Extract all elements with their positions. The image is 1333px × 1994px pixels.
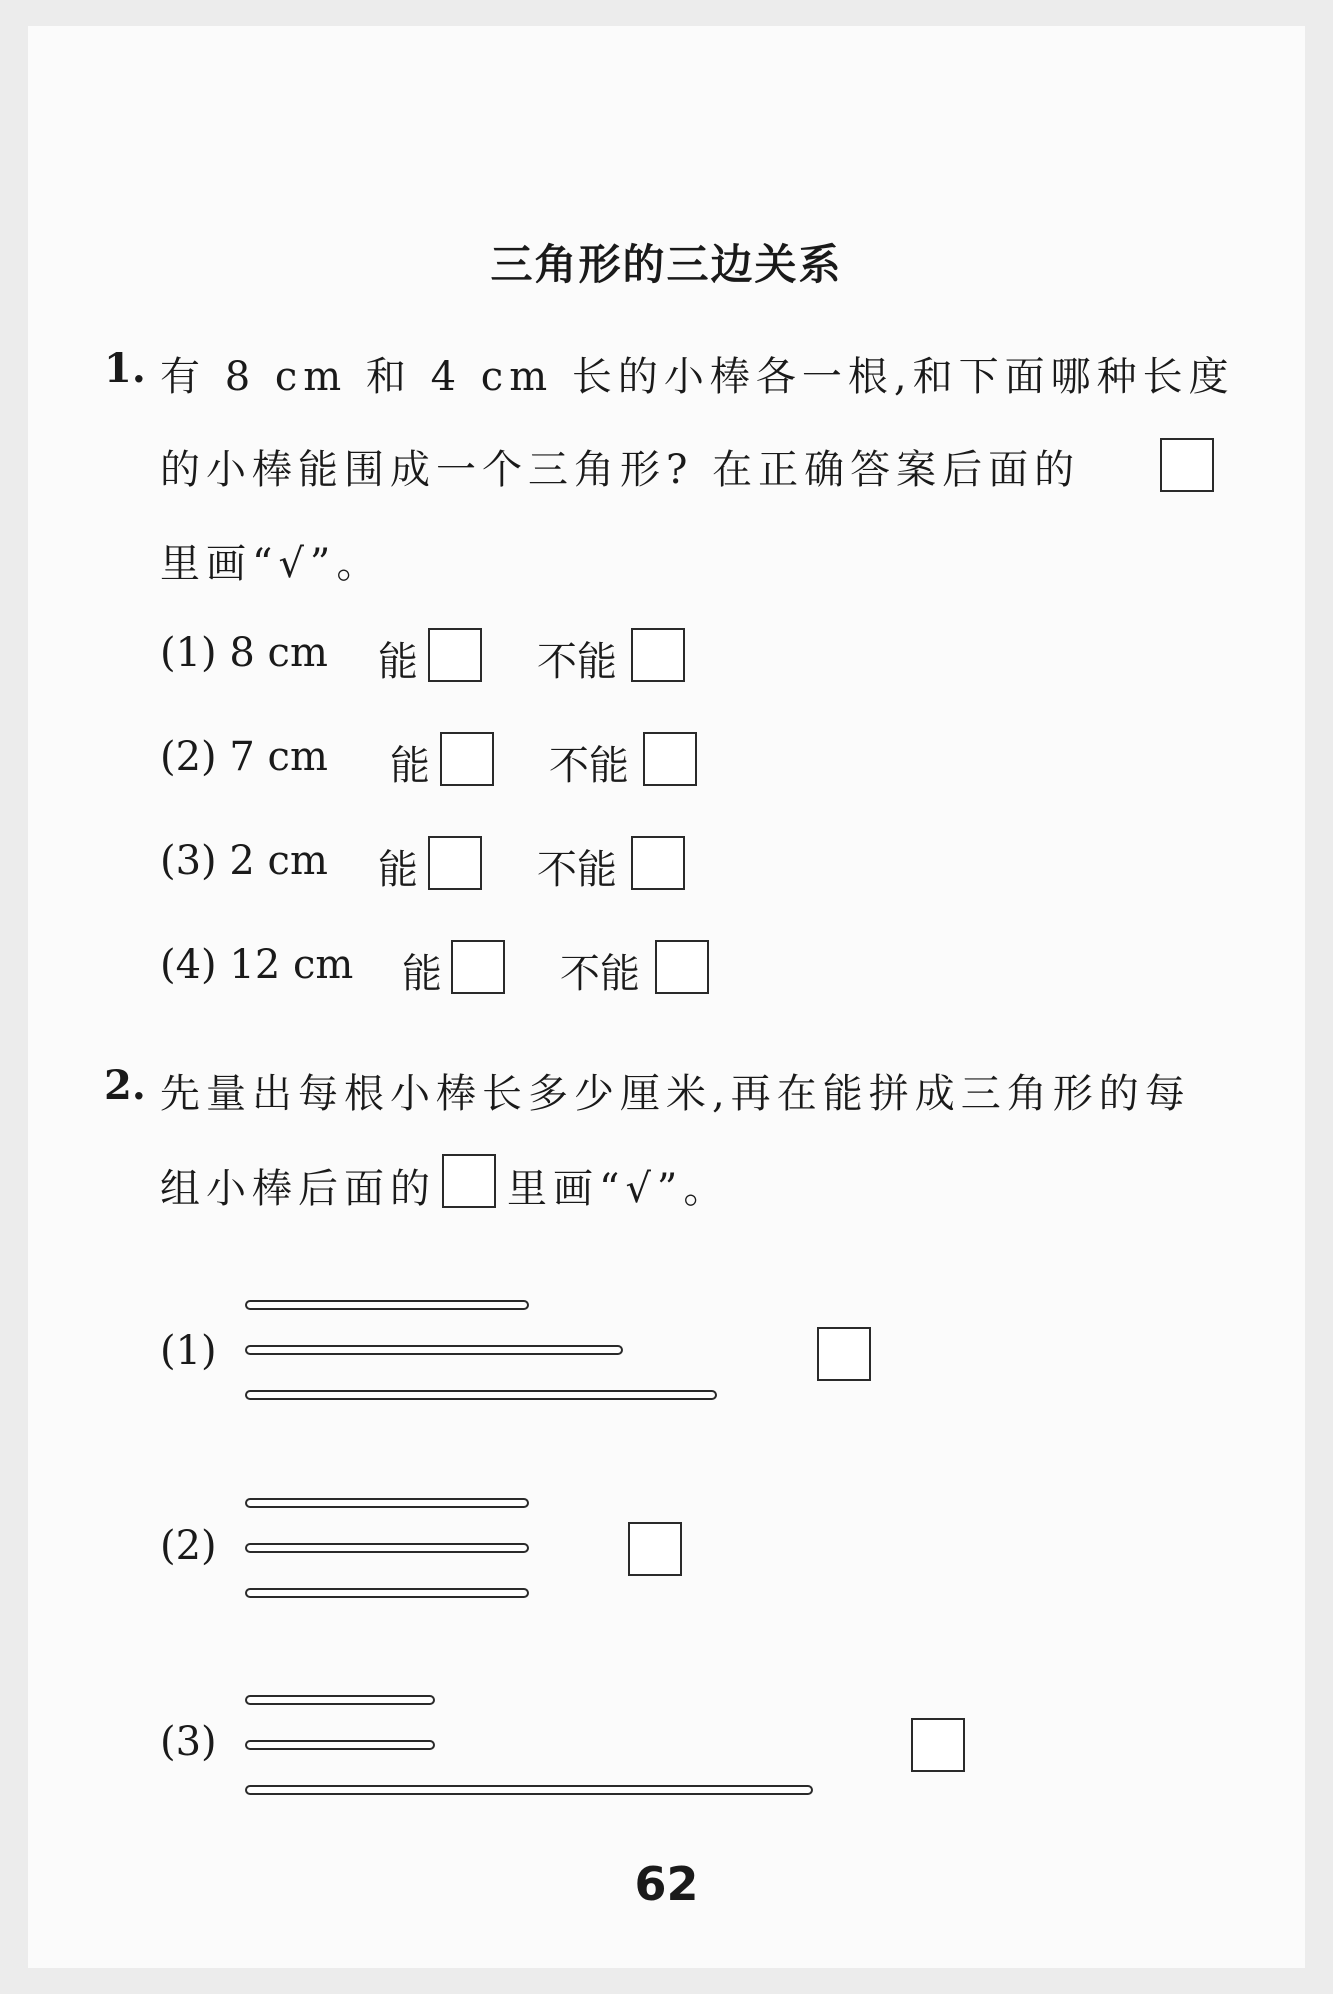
option-2-can-label: 能 xyxy=(390,743,430,789)
page-number: 62 xyxy=(634,1857,699,1911)
question-1-line-3: 里画“√”。 xyxy=(160,541,383,587)
question-2-line-2a: 组小棒后面的 xyxy=(160,1166,436,1212)
group-2-stick-1 xyxy=(245,1498,529,1508)
option-1-cannot-box[interactable] xyxy=(631,628,685,682)
option-1-label: (1) 8 cm xyxy=(160,630,328,676)
option-3-cannot-label: 不能 xyxy=(537,847,617,893)
question-2-number: 2. xyxy=(104,1062,146,1109)
group-2-stick-2 xyxy=(245,1543,529,1553)
group-1-stick-2 xyxy=(245,1345,623,1355)
example-answer-box-2 xyxy=(442,1154,496,1208)
group-1-stick-1 xyxy=(245,1300,529,1310)
option-2-cannot-box[interactable] xyxy=(643,732,697,786)
group-3-label: (3) xyxy=(160,1719,217,1765)
group-2-label: (2) xyxy=(160,1523,217,1569)
option-4-can-label: 能 xyxy=(402,951,442,997)
group-3-stick-1 xyxy=(245,1695,435,1705)
question-2-line-2b: 里画“√”。 xyxy=(507,1166,730,1212)
group-1-answer-box[interactable] xyxy=(817,1327,871,1381)
option-4-label: (4) 12 cm xyxy=(160,942,354,988)
option-4-cannot-label: 不能 xyxy=(560,951,640,997)
group-3-stick-3 xyxy=(245,1785,813,1795)
option-1-can-box[interactable] xyxy=(428,628,482,682)
worksheet-page xyxy=(28,26,1305,1968)
option-4-cannot-box[interactable] xyxy=(655,940,709,994)
page-title: 三角形的三边关系 xyxy=(490,240,843,289)
group-3-answer-box[interactable] xyxy=(911,1718,965,1772)
option-3-can-box[interactable] xyxy=(428,836,482,890)
example-answer-box xyxy=(1160,438,1214,492)
option-3-cannot-box[interactable] xyxy=(631,836,685,890)
option-2-cannot-label: 不能 xyxy=(549,743,629,789)
option-3-can-label: 能 xyxy=(378,847,418,893)
group-1-label: (1) xyxy=(160,1328,217,1374)
option-4-can-box[interactable] xyxy=(451,940,505,994)
group-2-answer-box[interactable] xyxy=(628,1522,682,1576)
option-3-label: (3) 2 cm xyxy=(160,838,328,884)
question-1-line-2: 的小棒能围成一个三角形? 在正确答案后面的 xyxy=(160,447,1081,493)
option-2-label: (2) 7 cm xyxy=(160,734,328,780)
option-2-can-box[interactable] xyxy=(440,732,494,786)
group-1-stick-3 xyxy=(245,1390,717,1400)
question-1-number: 1. xyxy=(104,345,146,392)
option-1-cannot-label: 不能 xyxy=(537,639,617,685)
group-2-stick-3 xyxy=(245,1588,529,1598)
question-2-line-1: 先量出每根小棒长多少厘米,再在能拼成三角形的每 xyxy=(160,1071,1191,1117)
question-1-line-1: 有 8 cm 和 4 cm 长的小棒各一根,和下面哪种长度 xyxy=(160,354,1235,400)
option-1-can-label: 能 xyxy=(378,639,418,685)
group-3-stick-2 xyxy=(245,1740,435,1750)
